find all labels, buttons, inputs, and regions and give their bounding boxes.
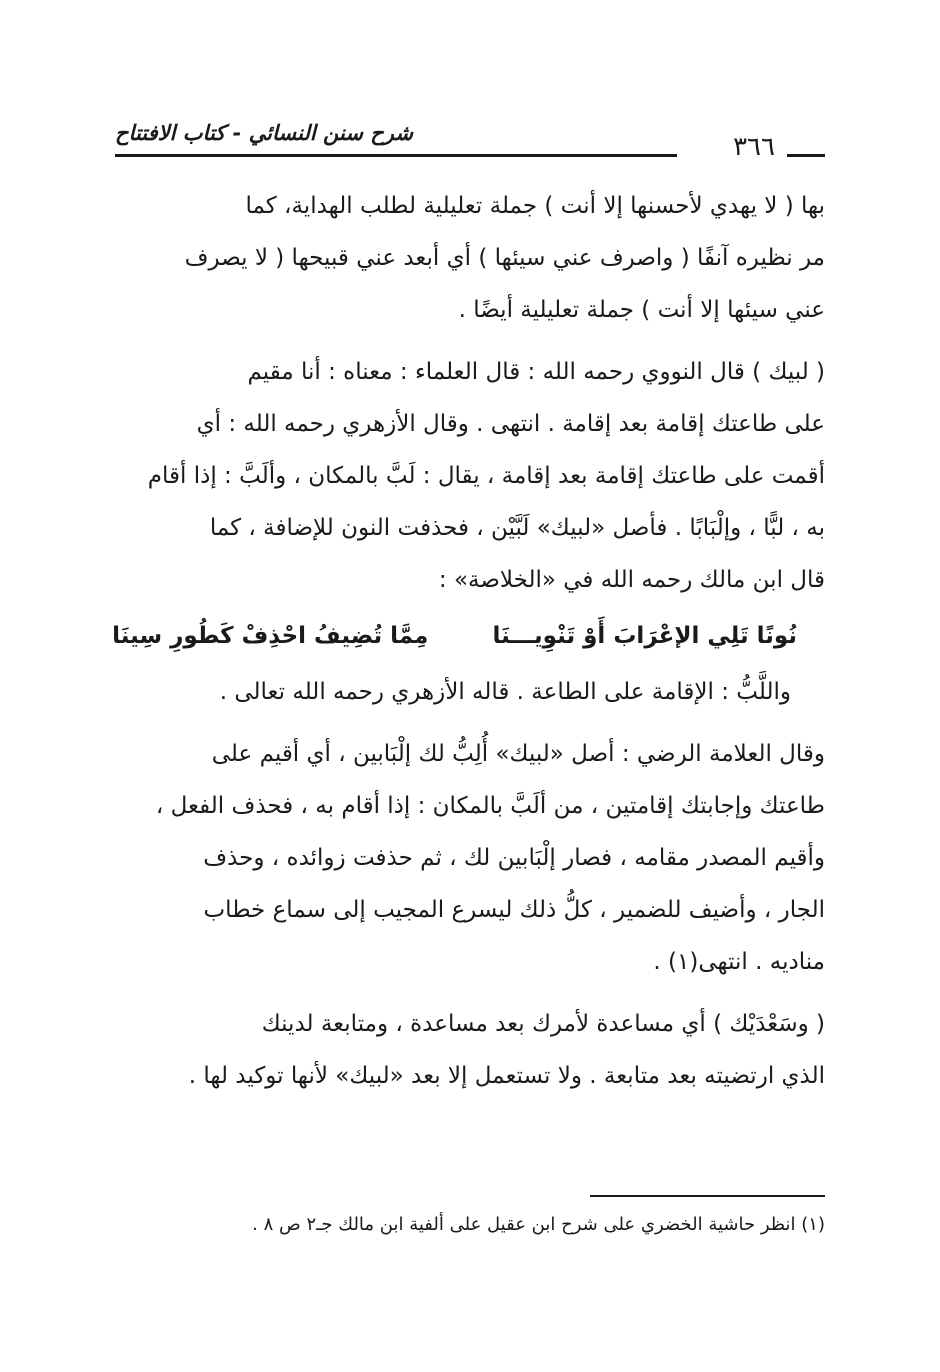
text-line: ( وسَعْدَيْك ) أي مساعدة لأمرك بعد مساعدة ، ومتابعة لدينك bbox=[261, 1011, 825, 1037]
text-line: بها ( لا يهدي لأحسنها إلا أنت ) جملة تعليلية لطلب الهداية، كما bbox=[245, 193, 825, 219]
text-line: الجار ، وأضيف للضمير ، كلُّ ذلك ليسرع المجيب إلى سماع خطاب bbox=[203, 897, 825, 923]
text-line: الذي ارتضيته بعد متابعة . ولا تستعمل إلا بعد «لبيك» لأنها توكيد لها . bbox=[188, 1063, 825, 1089]
text-line: واللَّبُّ : الإقامة على الطاعة . قاله الأزهري رحمه الله تعالى . bbox=[219, 679, 791, 705]
text-line: قال ابن مالك رحمه الله في «الخلاصة» : bbox=[438, 567, 825, 593]
paragraph-3 bbox=[115, 666, 825, 718]
verse-right-hemistich: نُونًا تَلِي الإعْرَابَ أَوْ تَنْوِيـــنَا bbox=[492, 623, 797, 649]
page-number-dash bbox=[787, 154, 825, 157]
running-title: شرح سنن النسائي - كتاب الافتتاح bbox=[115, 121, 413, 145]
page-number: ٣٦٦ bbox=[733, 132, 775, 162]
text-line: عني سيئها إلا أنت ) جملة تعليلية أيضًا . bbox=[458, 297, 825, 323]
paragraph-4 bbox=[115, 728, 825, 988]
text-line: طاعتك وإجابتك إقامتين ، من ألَبَّ بالمكان : إذا أقام به ، فحذف الفعل ، bbox=[155, 793, 825, 819]
poetry-verse bbox=[112, 606, 825, 666]
text-line: أقمت على طاعتك إقامة بعد إقامة ، يقال : لَبَّ بالمكان ، وألَبَّ : إذا أقام bbox=[147, 463, 825, 489]
text-line: به ، لبًّا ، وإلْبَابًا . فأصل «لبيك» لَبَّيْن ، فحذفت النون للإضافة ، كما bbox=[209, 515, 825, 541]
text-line: وأقيم المصدر مقامه ، فصار إلْبَابين لك ، ثم حذفت زوائده ، وحذف bbox=[203, 845, 825, 871]
text-line: مناديه . انتهى(١) . bbox=[653, 949, 825, 975]
footnote: (١) انظر حاشية الخضري على شرح ابن عقيل على ألفية ابن مالك جـ٢ ص ٨ . bbox=[252, 1214, 825, 1235]
paragraph-5 bbox=[115, 998, 825, 1102]
text-line: ( لبيك ) قال النووي رحمه الله : قال العلماء : معناه : أنا مقيم bbox=[247, 359, 825, 385]
text-line: مر نظيره آنفًا ( واصرف عني سيئها ) أي أبعد عني قبيحها ( لا يصرف bbox=[184, 245, 825, 271]
text-line: على طاعتك إقامة بعد إقامة . انتهى . وقال الأزهري رحمه الله : أي bbox=[196, 411, 825, 437]
paragraph-1 bbox=[115, 180, 825, 336]
verse-left-hemistich: مِمَّا تُضِيفُ احْذِفْ كَطُورِ سِينَا bbox=[112, 623, 429, 649]
page-body bbox=[112, 180, 825, 1102]
paragraph-2 bbox=[115, 346, 825, 606]
footnote-rule bbox=[590, 1195, 825, 1197]
page-header bbox=[115, 118, 825, 162]
header-rule bbox=[115, 154, 677, 157]
text-line: وقال العلامة الرضي : أصل «لبيك» أُلِبُّ لك إلْبَابين ، أي أقيم على bbox=[211, 741, 825, 767]
